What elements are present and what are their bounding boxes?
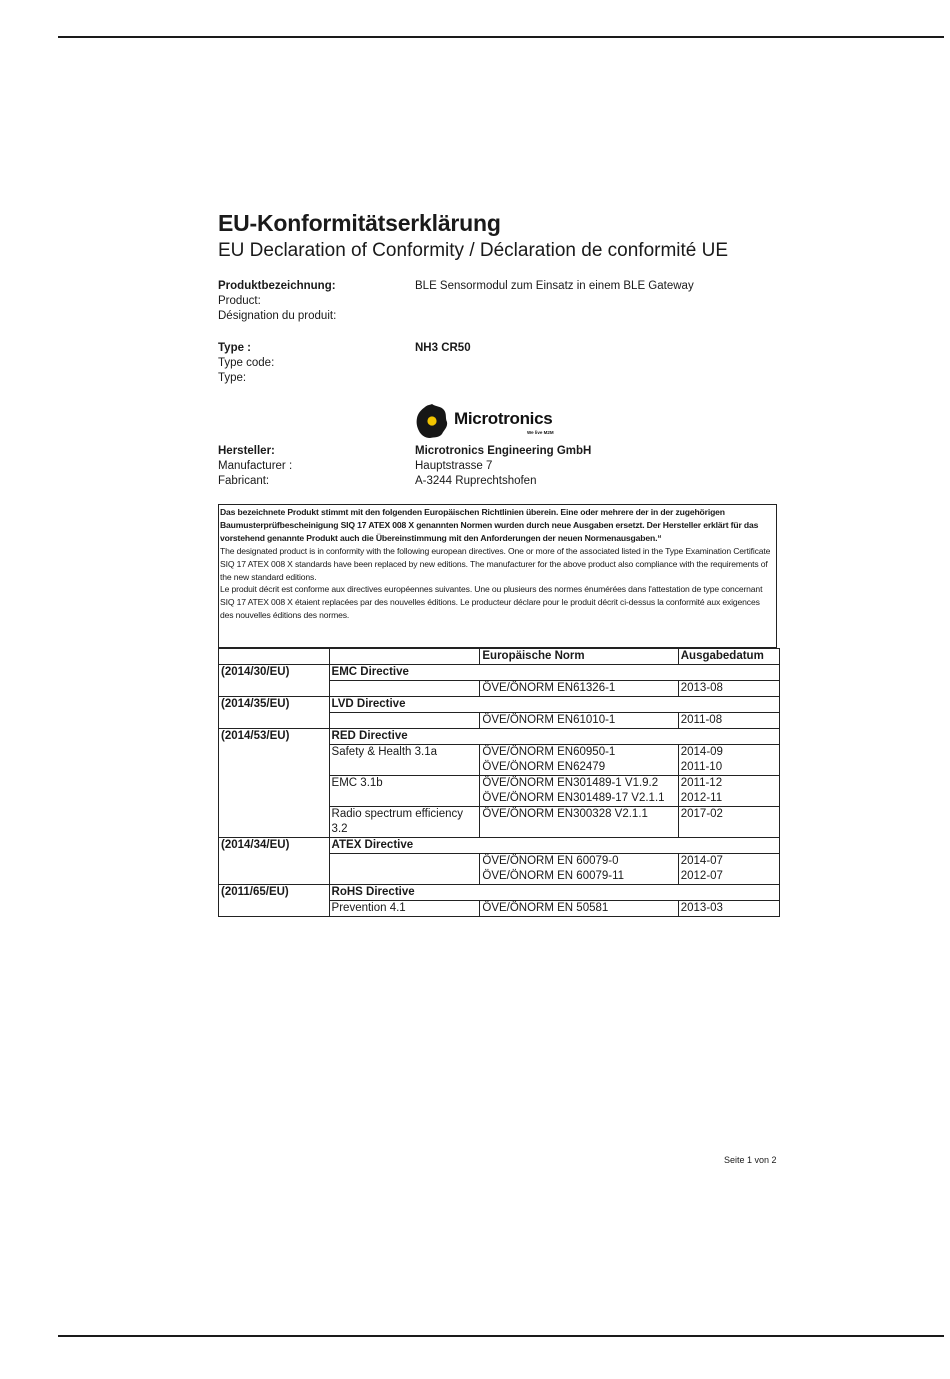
norm-standard: ÖVE/ÖNORM EN 60079-11 [482,870,625,882]
directive-spacer [480,729,678,745]
statement-en: The designated product is in conformity with the following european directives. One or more of the associated listed in the Type Examination Certificate SIQ 17 ATEX 008 X standards have been replaced by new editions. The manufacturer for the above product also compliance with the requirements of the new standard editions. [220,545,771,582]
table-header-cell: Ausgabedatum [678,649,779,665]
bottom-rule [58,1335,944,1337]
logo-mark-icon [415,403,449,439]
type-value: NH3 CR50 [415,342,471,354]
directive-code: (2014/34/EU) [219,838,330,885]
date-cell [678,807,779,838]
norm-subcategory: Radio spectrum efficiency 3.2 [329,807,480,838]
norm-subcategory [329,713,480,729]
manufacturer-label-de: Hersteller: [218,445,275,457]
directive-row [219,665,780,681]
directive-code: (2014/30/EU) [219,665,330,697]
directives-table [218,648,780,917]
product-block [218,279,694,324]
type-label-fr: Type: [218,372,247,384]
directive-spacer [678,665,779,681]
document-subtitle: EU Declaration of Conformity / Déclaration de conformité UE [218,240,729,261]
norm-cell [480,807,678,838]
norm-date: 2013-03 [680,902,723,914]
table-header-cell [329,649,480,665]
date-cell [678,776,779,807]
directive-spacer [480,697,678,713]
manufacturer-name: Microtronics Engineering GmbH [415,445,592,457]
logo-name: Microtronics [454,409,553,428]
directive-spacer [678,697,779,713]
norm-subcategory: Safety & Health 3.1a [329,745,480,776]
manufacturer-block [218,444,591,489]
directive-name: RoHS Directive [329,885,480,901]
microtronics-logo [415,402,575,442]
norm-subcategory [329,854,480,885]
norm-date: 2014-07 [680,855,723,867]
norm-standard: ÖVE/ÖNORM EN 50581 [482,902,609,914]
table-header-row [219,649,780,665]
product-label-de: Produktbezeichnung: [218,280,336,292]
manufacturer-label-en: Manufacturer : [218,460,293,472]
norm-standard: ÖVE/ÖNORM EN 60079-0 [482,855,619,867]
date-cell [678,681,779,697]
norm-date: 2017-02 [680,808,723,820]
statement-de: Das bezeichnete Produkt stimmt mit den folgenden Europäischen Richtlinien überein. Eine oder mehrere der in der zugehörigen Baumusterprüfbescheinigung SIQ 17 ATEX 008 X genannten Normen wurden durch neue Ausgaben ersetzt. Der Hersteller erklärt für das vorstehend genannte Produkt auch die Übereinstimmung mit den Anforderungen der neuen Normenausgaben.“ [220,507,759,543]
norm-date: 2011-08 [680,714,723,726]
directive-spacer [678,885,779,901]
norm-subcategory: EMC 3.1b [329,776,480,807]
manufacturer-label-fr: Fabricant: [218,475,270,487]
statement-fr: Le produit décrit est conforme aux directives européennes suivantes. Une ou plusieurs des normes énumérées dans l'attestation de type concernant SIQ 17 ATEX 008 X étaient replacées par des nouvelles éditions. Le producteur déclare pour le produit décrit ci-dessus la conformité aux exigences des nouvelles éditions des normes. [220,584,763,621]
directive-row [219,885,780,901]
norm-date: 2013-08 [680,682,723,694]
norm-standard: ÖVE/ÖNORM EN61326-1 [482,682,616,694]
norm-date: 2014-09 [680,746,723,758]
directive-code: (2014/53/EU) [219,729,330,838]
type-label-en: Type code: [218,357,275,369]
norm-standard: ÖVE/ÖNORM EN60950-1 [482,746,616,758]
norm-standard: ÖVE/ÖNORM EN301489-17 V2.1.1 [482,792,665,804]
directive-row [219,729,780,745]
manufacturer-city: A-3244 Ruprechtshofen [415,475,537,487]
directive-spacer [480,838,678,854]
norm-subcategory [329,681,480,697]
norm-standard: ÖVE/ÖNORM EN300328 V2.1.1 [482,808,648,820]
date-cell [678,901,779,917]
directive-name: RED Directive [329,729,480,745]
type-block [218,341,471,386]
norm-standard: ÖVE/ÖNORM EN62479 [482,761,606,773]
table-header-cell: Europäische Norm [480,649,678,665]
directive-spacer [480,885,678,901]
directive-code: (2011/65/EU) [219,885,330,917]
document-title: EU-Konformitätserklärung [218,210,501,236]
directive-row [219,838,780,854]
norm-date: 2012-11 [680,792,723,804]
directive-name: EMC Directive [329,665,480,681]
norm-cell [480,901,678,917]
norm-subcategory: Prevention 4.1 [329,901,480,917]
directive-name: LVD Directive [329,697,480,713]
product-value: BLE Sensormodul zum Einsatz in einem BLE Gateway [415,280,694,292]
conformity-statement [218,504,777,648]
table-header-cell [219,649,330,665]
directive-name: ATEX Directive [329,838,480,854]
date-cell [678,745,779,776]
product-label-en: Product: [218,295,261,307]
type-label-de: Type : [218,342,252,354]
norm-standard: ÖVE/ÖNORM EN301489-1 V1.9.2 [482,777,659,789]
page-number: Seite 1 von 2 [724,1155,777,1165]
directive-code: (2014/35/EU) [219,697,330,729]
norm-date: 2011-10 [680,761,723,773]
manufacturer-street: Hauptstrasse 7 [415,460,493,472]
directive-spacer [678,838,779,854]
date-cell [678,854,779,885]
product-label-fr: Désignation du produit: [218,310,337,322]
logo-tagline: We live M2M [527,430,554,435]
norm-cell [480,681,678,697]
directive-spacer [678,729,779,745]
norm-cell [480,713,678,729]
norm-standard: ÖVE/ÖNORM EN61010-1 [482,714,616,726]
norm-cell [480,776,678,807]
directive-spacer [480,665,678,681]
norm-date: 2012-07 [680,870,723,882]
norm-cell [480,745,678,776]
norm-cell [480,854,678,885]
norm-date: 2011-12 [680,777,723,789]
date-cell [678,713,779,729]
top-rule [58,36,944,38]
directive-row [219,697,780,713]
